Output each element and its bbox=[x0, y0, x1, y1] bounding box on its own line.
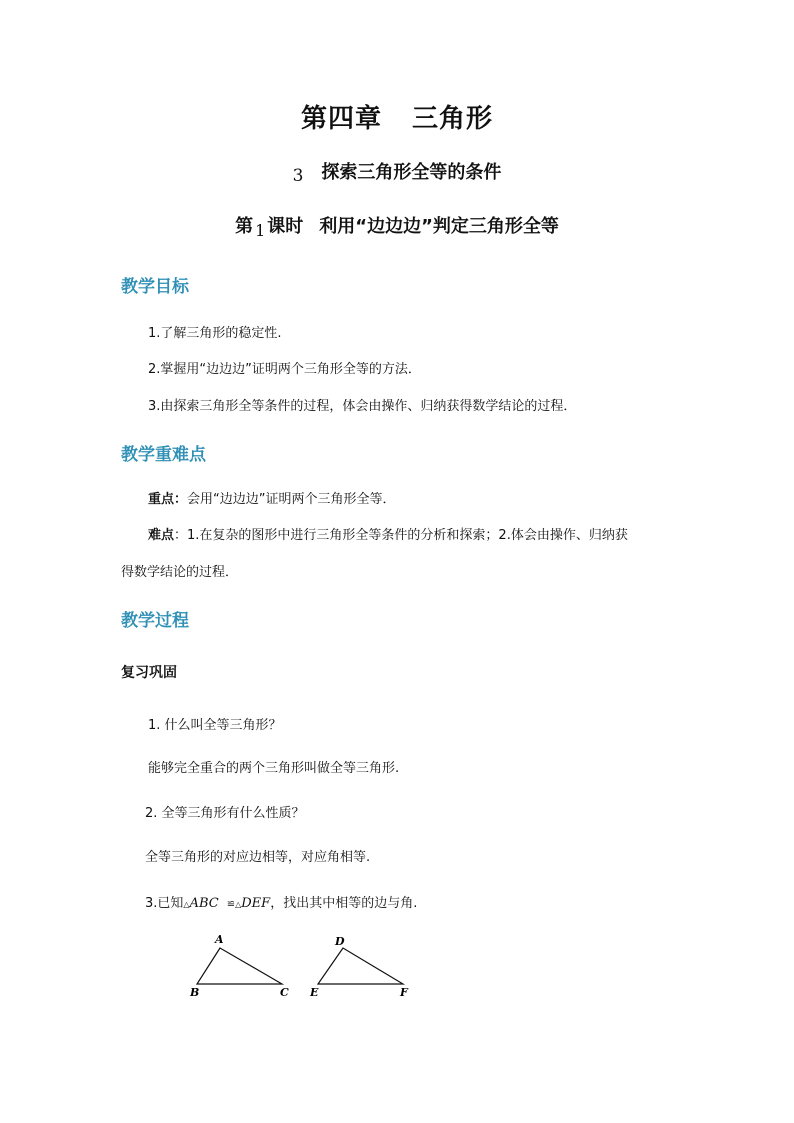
process-heading: 教学过程 bbox=[121, 611, 189, 631]
answer-1: 能够完全重合的两个三角形叫做全等三角形. bbox=[148, 761, 400, 776]
focus-line bbox=[148, 488, 396, 507]
chapter-title bbox=[0, 98, 794, 135]
question-3-prefix: 3.已知 bbox=[145, 896, 184, 911]
question-2: 2. 全等三角形有什么性质？ bbox=[145, 806, 305, 821]
vertex-label-a: A bbox=[215, 933, 224, 946]
focus-text: 会用“边边边”证明两个三角形全等． bbox=[187, 492, 396, 507]
question-3 bbox=[145, 892, 417, 911]
triangle-symbol-icon: △ bbox=[183, 900, 190, 909]
objective-item: 2.掌握用“边边边”证明两个三角形全等的方法． bbox=[148, 362, 421, 377]
lesson-number: 1 bbox=[255, 221, 266, 240]
section-number: 3 bbox=[292, 166, 304, 186]
vertex-label-c: C bbox=[280, 986, 289, 999]
chapter-name: 三角形 bbox=[412, 104, 494, 134]
triangle-def: DEF bbox=[241, 896, 271, 911]
objective-item: 3.由探索三角形全等条件的过程，体会由操作、归纳获得数学结论的过程． bbox=[148, 399, 577, 414]
triangle-def-shape bbox=[318, 948, 403, 984]
triangles-figure bbox=[180, 928, 420, 1008]
objective-item: 1.了解三角形的稳定性. bbox=[148, 326, 282, 341]
question-3-suffix: ，找出其中相等的边与角. bbox=[270, 896, 418, 911]
lesson-title bbox=[0, 212, 794, 238]
difficulty-label: 难点 bbox=[148, 528, 175, 543]
objectives-heading: 教学目标 bbox=[121, 277, 189, 297]
difficulty-continuation: 得数学结论的过程． bbox=[121, 565, 239, 580]
question-1: 1. 什么叫全等三角形？ bbox=[148, 718, 282, 733]
answer-2: 全等三角形的对应边相等，对应角相等. bbox=[145, 850, 371, 865]
section-title bbox=[0, 158, 794, 184]
lesson-suffix: 课时 bbox=[267, 216, 304, 237]
review-heading: 复习巩固 bbox=[121, 665, 177, 681]
focus-label: 重点： bbox=[148, 492, 188, 507]
vertex-label-f: F bbox=[400, 986, 408, 999]
section-name: 探索三角形全等的条件 bbox=[321, 162, 502, 183]
vertex-label-b: B bbox=[190, 986, 200, 999]
vertex-label-e: E bbox=[310, 986, 319, 999]
triangle-abc: ABC bbox=[189, 896, 219, 911]
vertex-label-d: D bbox=[335, 935, 345, 948]
lesson-name: 利用“边边边”判定三角形全等 bbox=[319, 216, 559, 237]
congruent-symbol: ≌ bbox=[226, 899, 236, 910]
triangle-symbol-icon: △ bbox=[235, 900, 242, 909]
chapter-number: 第四章 bbox=[300, 104, 382, 134]
difficulty-line bbox=[148, 524, 628, 543]
difficulty-text: ：1.在复杂的图形中进行三角形全等条件的分析和探索；2.体会由操作、归纳获 bbox=[174, 528, 628, 543]
triangle-abc-shape bbox=[197, 948, 282, 984]
lesson-prefix: 第 bbox=[235, 216, 254, 237]
key-points-heading: 教学重难点 bbox=[121, 445, 206, 465]
